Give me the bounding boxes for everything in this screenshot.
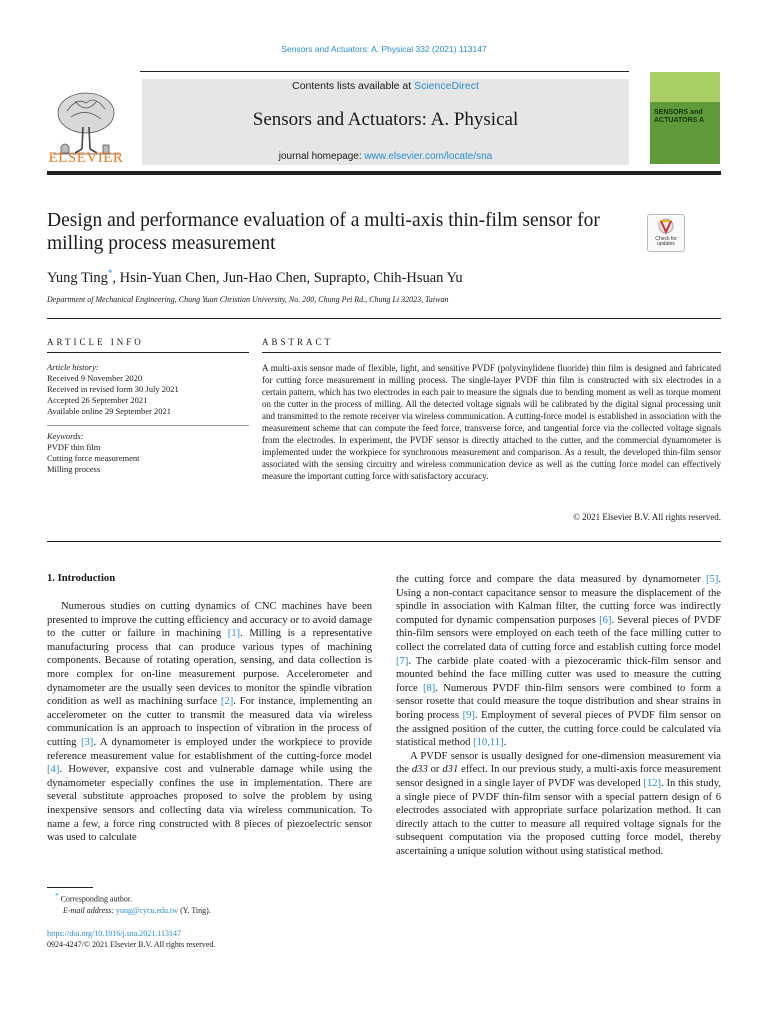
email-label: E-mail address: bbox=[63, 905, 115, 915]
reference-link[interactable]: [9] bbox=[462, 709, 475, 721]
coauthor-names: , Hsin-Yuan Chen, Jun-Hao Chen, Suprapto, Chih-Hsuan Yu bbox=[112, 269, 463, 286]
reference-link[interactable]: [5] bbox=[705, 574, 719, 585]
history-revised: Received in revised form 30 July 2021 bbox=[47, 384, 179, 394]
journal-title: Sensors and Actuators: A. Physical bbox=[252, 109, 519, 130]
journal-citation[interactable]: Sensors and Actuators: A. Physical 332 (2021) 113147 bbox=[281, 44, 487, 54]
footnote-rule bbox=[47, 887, 93, 888]
body-text: the cutting force and compare the data measured by dynamometer bbox=[396, 574, 706, 585]
keyword-item: PVDF thin film bbox=[47, 442, 101, 452]
cover-band bbox=[650, 72, 720, 102]
intro-right-column bbox=[396, 573, 721, 858]
email-link[interactable]: yung@cycu.edu.tw bbox=[116, 905, 179, 915]
reference-link[interactable]: [1] bbox=[227, 628, 241, 640]
body-text: . Using a non-contact capacitance sensor to measure the displacement of the spindle in association with Kalman filter, the cutting force was indirectly computed for dynamic compensation purposes bbox=[396, 574, 721, 626]
body-text: Numerous studies on cutting dynamics of CNC machines have been presented to improve the cutting efficiency and accuracy or to avoid damage to the cutter or failure in machining bbox=[47, 601, 372, 640]
math-symbol: d33 bbox=[411, 764, 428, 776]
elsevier-wordmark: ELSEVIER bbox=[48, 150, 124, 166]
intro-paragraph-continued bbox=[396, 573, 721, 750]
reference-link[interactable]: [4] bbox=[47, 764, 60, 776]
article-history-label: Article history: bbox=[47, 362, 99, 372]
reference-link[interactable]: [6] bbox=[599, 614, 612, 626]
keywords-label: Keywords: bbox=[47, 431, 84, 441]
divider-top bbox=[47, 318, 721, 319]
email-footnote bbox=[47, 905, 387, 916]
body-text: . The carbide plate coated with a piezoceramic thick-film sensor and mounted behind the face milling cutter was used to measure the cutting force bbox=[396, 655, 721, 694]
affiliation: Department of Mechanical Engineering, Chung Yuan Christian University, No. 200, Chung Pei Rd., Chung Li 32023, Taiwan bbox=[47, 295, 449, 304]
journal-cover-image[interactable] bbox=[650, 72, 720, 164]
keyword-item: Milling process bbox=[47, 464, 101, 474]
body-text: . Milling is a representative manufacturing process that can produce various types of machining components. Because of rotating operation, sensing, and data collection is more complex for on-line measurement purpose. Accelerometer and dynamometer are the usually seen devices to monitor the spindle vibration condition as well as machining surface bbox=[47, 628, 372, 708]
body-text: . Numerous PVDF thin-film sensors were combined to form a sensor rosette that could measure the toque distribution and shear strains in boring process bbox=[396, 682, 721, 721]
article-identifiers bbox=[47, 928, 387, 950]
corresponding-author-name: Yung Ting bbox=[47, 269, 108, 286]
reference-link[interactable]: [2] bbox=[220, 696, 234, 708]
footnotes bbox=[47, 891, 387, 916]
article-info-rule bbox=[47, 352, 249, 353]
body-text: effect. In our previous study, a multi-axis force measurement sensor designed in a single layer of PVDF was developed bbox=[396, 764, 722, 789]
body-text: or bbox=[427, 764, 443, 776]
article-info-heading: ARTICLE INFO bbox=[47, 337, 144, 347]
corresponding-footnote bbox=[47, 891, 387, 905]
body-text: A PVDF sensor is usually designed for one-dimension measurement via the bbox=[396, 750, 721, 776]
body-text: . bbox=[503, 737, 507, 749]
contents-prefix: Contents lists available at bbox=[292, 80, 415, 92]
intro-left-column bbox=[47, 600, 372, 845]
update-ribbon-icon bbox=[648, 215, 684, 237]
intro-paragraph bbox=[396, 750, 721, 859]
abstract-heading: ABSTRACT bbox=[262, 337, 334, 347]
body-text: . A dynamometer is employed under the workpiece to provide reference measurement value for establishment of the cutting-force model bbox=[47, 736, 372, 762]
check-for-updates-badge[interactable] bbox=[647, 214, 685, 252]
history-received: Received 9 November 2020 bbox=[47, 373, 143, 383]
cover-title: SENSORS and ACTUATORS A bbox=[654, 109, 705, 124]
reference-link[interactable]: [12] bbox=[643, 777, 662, 789]
sciencedirect-link[interactable]: ScienceDirect bbox=[414, 80, 479, 92]
reference-link[interactable]: [7] bbox=[396, 655, 409, 667]
abstract-rule bbox=[262, 352, 721, 353]
keyword-item: Cutting force measurement bbox=[47, 453, 140, 463]
body-text: . For instance, implementing an accelerometer on the cutter to transmit the measured data via wireless communication is an approach to inspection of vibration in the process of cutting bbox=[47, 696, 372, 748]
paper-title: Design and performance evaluation of a multi-axis thin-film sensor for milling process measurement bbox=[47, 210, 600, 254]
reference-link[interactable]: [8] bbox=[422, 682, 436, 694]
homepage-prefix: journal homepage: bbox=[278, 151, 365, 162]
history-accepted: Accepted 26 September 2021 bbox=[47, 395, 148, 405]
body-text: . However, expansive cost and vulnerable damage while using the dynamometer especially confines the use in implementation. There are several substitute approaches proposed to solve the problem by using inexpensive sensors and collecting data via wireless communication. To name a few, a force ring constructed with 8 pieces of piezoelectric sensor was used to calculate bbox=[47, 764, 372, 844]
masthead-bottom-rule bbox=[47, 171, 721, 175]
history-online: Available online 29 September 2021 bbox=[47, 406, 172, 416]
contents-line bbox=[142, 80, 629, 92]
keywords-rule bbox=[47, 425, 249, 426]
reference-link[interactable]: [3] bbox=[80, 736, 94, 748]
footnote-mark: * bbox=[55, 892, 59, 900]
homepage-link[interactable]: www.elsevier.com/locate/sna bbox=[364, 151, 493, 162]
check-for-updates-label: Check for updates bbox=[655, 236, 677, 247]
author-list bbox=[47, 268, 727, 287]
email-owner: (Y. Ting). bbox=[180, 905, 211, 915]
reference-link[interactable]: [10,11] bbox=[473, 737, 504, 749]
body-text: . Several pieces of PVDF thin-film sensors were employed on each teeth of the face milling cutter to collect the correlated data of cutting force and establish cutting force model bbox=[396, 614, 721, 653]
article-history bbox=[47, 362, 249, 417]
body-text: . Employment of several pieces of PVDF film sensor on the assigned position of the cutter, the cutting force could be calculated via statistical method bbox=[396, 709, 721, 749]
math-symbol: d31 bbox=[442, 764, 459, 776]
masthead-top-rule bbox=[140, 71, 629, 72]
keywords bbox=[47, 431, 249, 475]
issn-copyright: 0924-4247/© 2021 Elsevier B.V. All rights reserved. bbox=[47, 940, 216, 949]
divider-bottom bbox=[47, 541, 721, 542]
section-heading-introduction: 1. Introduction bbox=[47, 573, 116, 584]
abstract-body: A multi-axis sensor made of flexible, light, and sensitive PVDF (polyvinylidene fluoride) thin film is designed and fabricated for cutting force measurement in milling process. The single-layer PVDF thin film is constructed with six electrodes in a certain pattern, which has two electrodes in each pair to measure the signals due to bending moment as well as torque moment on the cutter in the process of milling. All the detected voltage signals will be calibrated by the digital signal processing unit and transmitted to the remote receiver via wireless communication. A cutting-force model is established in association with the measurement scheme that can compute the feed force, transverse force, and tangential force via the collected voltage signals from the electrodes. In experiment, the PVDF sensor is directly attached to the cutter, and the commercial dynamometer is implemented under the workpiece for synchronous measurement and comparison. As a result, the developed thin-film sensor associated with the sensing circuitry and wireless communication device as well as the cutting force model can effectively measure the important cutting force with satisfactory accuracy. bbox=[262, 363, 721, 481]
corresponding-author-mark[interactable]: * bbox=[107, 268, 113, 278]
body-text: . In this study, a single piece of PVDF thin-film sensor with a special pattern design of 6 electrodes associated with appropriate surface polarization method. It can directly attach to the cutter to measure all required voltage signals for the subsequent computation via the proposed cutting force model, thereby ascertaining a unique solution without using statistical method. bbox=[396, 777, 721, 857]
corresponding-author-note: Corresponding author. bbox=[60, 894, 133, 904]
abstract-copyright: © 2021 Elsevier B.V. All rights reserved. bbox=[573, 512, 721, 522]
journal-homepage bbox=[142, 151, 629, 162]
doi-link[interactable]: https://doi.org/10.1016/j.sna.2021.113147 bbox=[47, 929, 182, 938]
